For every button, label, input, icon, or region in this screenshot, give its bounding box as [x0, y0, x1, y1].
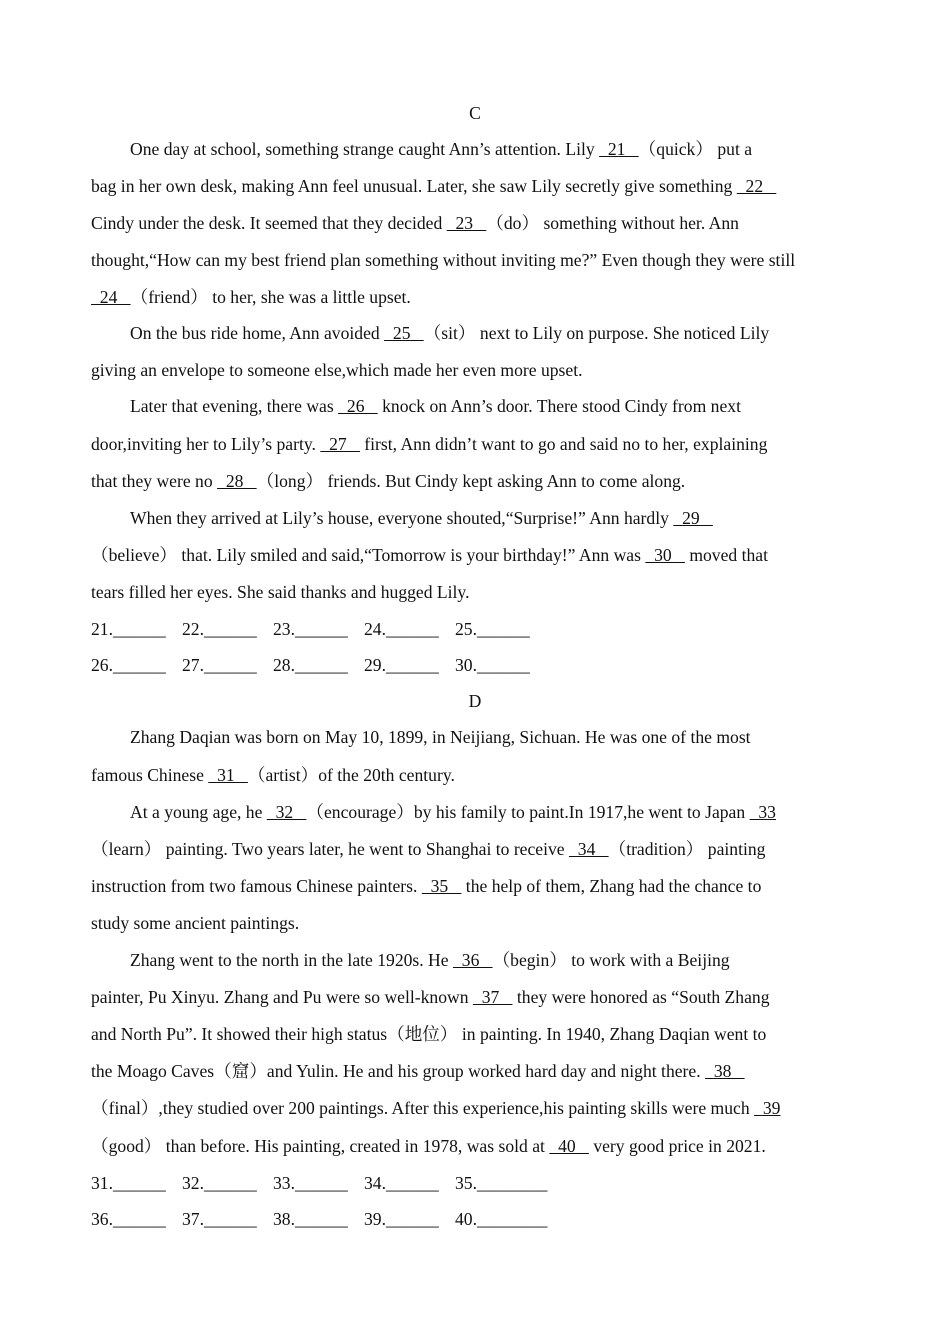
passage-d-line	[91, 1023, 861, 1045]
passage-d-line	[91, 1097, 861, 1119]
passage-d-line	[91, 1135, 861, 1157]
answer-slot: 34.______	[364, 1173, 439, 1193]
passage-text: （believe） that. Lily smiled and said,“Tomorrow is your birthday!” Ann was	[91, 545, 646, 565]
passage-text: famous Chinese	[91, 765, 209, 785]
passage-c-line	[91, 175, 861, 197]
passage-c-line	[91, 470, 861, 492]
answer-blank: 21	[599, 139, 639, 159]
passage-text: and North Pu”. It showed their high status（地位） in painting. In 1940, Zhang Daqian went to	[91, 1024, 767, 1044]
passage-text: （long） friends. But Cindy kept asking Ann to come along.	[256, 471, 686, 491]
answer-slot: 30.______	[455, 655, 530, 675]
answer-blank: 32	[266, 802, 307, 822]
answer-slot: 22.______	[182, 619, 257, 639]
passage-text: study some ancient paintings.	[91, 913, 300, 933]
answer-blank: 31	[208, 765, 248, 785]
passage-c-line	[91, 249, 861, 271]
passage-text: bag in her own desk, making Ann feel unusual. Later, she saw Lily secretly give something	[91, 176, 737, 196]
answer-blank: 22	[736, 176, 777, 196]
answer-slot: 35.________	[455, 1173, 548, 1193]
passage-c-line	[91, 286, 861, 308]
answer-row-c	[91, 618, 861, 640]
passage-text: （artist）of the 20th century.	[247, 765, 455, 785]
passage-text: knock on Ann’s door. There stood Cindy from next	[377, 396, 741, 416]
passage-text: instruction from two famous Chinese painters.	[91, 876, 422, 896]
answer-slot: 31.______	[91, 1173, 166, 1193]
passage-d-line	[91, 912, 861, 934]
passage-text: （encourage）by his family to paint.In 1917,he went to Japan	[306, 802, 750, 822]
answer-slot: 27.______	[182, 655, 257, 675]
passage-text: moved that	[684, 545, 768, 565]
passage-text: thought,“How can my best friend plan something without inviting me?” Even though they were still	[91, 250, 796, 270]
answer-slot: 40.________	[455, 1209, 548, 1229]
passage-d-line	[91, 986, 861, 1008]
passage-text: One day at school, something strange caught Ann’s attention. Lily	[130, 139, 600, 159]
passage-c-line	[91, 544, 861, 566]
answer-slot: 24.______	[364, 619, 439, 639]
passage-text: painter, Pu Xinyu. Zhang and Pu were so well-known	[91, 987, 473, 1007]
passage-c-line	[91, 507, 861, 529]
passage-c-line	[91, 359, 861, 381]
passage-text: Cindy under the desk. It seemed that they decided	[91, 213, 447, 233]
section-d-heading: D	[468, 691, 482, 711]
passage-c-line	[91, 395, 861, 417]
answer-slot: 32.______	[182, 1173, 257, 1193]
answer-slot: 29.______	[364, 655, 439, 675]
answer-slot: 37.______	[182, 1209, 257, 1229]
passage-d-line	[91, 764, 861, 786]
passage-text: （sit） next to Lily on purpose. She noticed Lily	[423, 323, 770, 343]
passage-text: At a young age, he	[130, 802, 267, 822]
passage-text: （good） than before. His painting, created in 1978, was sold at	[91, 1136, 550, 1156]
answer-slot: 33.______	[273, 1173, 348, 1193]
passage-text: （final）,they studied over 200 paintings. After this experience,his painting skills were much	[91, 1098, 755, 1118]
answer-blank: 38	[705, 1061, 745, 1081]
passage-text: the help of them, Zhang had the chance to	[461, 876, 762, 896]
passage-text: that they were no	[91, 471, 218, 491]
answer-blank: 37	[472, 987, 513, 1007]
answer-blank: 24	[91, 287, 131, 307]
passage-text: （quick） put a	[638, 139, 753, 159]
passage-text: （learn） painting. Two years later, he went to Shanghai to receive	[91, 839, 569, 859]
answer-slot: 38.______	[273, 1209, 348, 1229]
passage-text: （friend） to her, she was a little upset.	[130, 287, 411, 307]
passage-d-line	[91, 801, 861, 823]
passage-d-line	[91, 726, 861, 748]
answer-slot: 25.______	[455, 619, 530, 639]
answer-blank: 34	[569, 839, 609, 859]
passage-d-line	[91, 838, 861, 860]
answer-blank: 23	[446, 213, 487, 233]
passage-text: Zhang Daqian was born on May 10, 1899, in Neijiang, Sichuan. He was one of the most	[130, 727, 751, 747]
answer-slot: 26.______	[91, 655, 166, 675]
answer-slot: 21.______	[91, 619, 166, 639]
passage-text: first, Ann didn’t want to go and said no to her, explaining	[359, 434, 768, 454]
answer-slot: 23.______	[273, 619, 348, 639]
answer-blank: 35	[421, 876, 462, 896]
passage-c-line	[91, 322, 861, 344]
answer-row-d	[91, 1208, 861, 1230]
passage-text: door,inviting her to Lily’s party.	[91, 434, 321, 454]
passage-text: When they arrived at Lily’s house, everyone shouted,“Surprise!” Ann hardly	[130, 508, 674, 528]
answer-blank: 28	[217, 471, 257, 491]
passage-text: they were honored as “South Zhang	[512, 987, 770, 1007]
answer-blank: 29	[673, 508, 713, 528]
passage-c-line	[91, 138, 861, 160]
passage-c-line	[91, 581, 861, 603]
passage-text: （begin） to work with a Beijing	[492, 950, 730, 970]
passage-text: （do） something without her. Ann	[486, 213, 739, 233]
answer-slot: 39.______	[364, 1209, 439, 1229]
passage-text: the Moago Caves（窟）and Yulin. He and his group worked hard day and night there.	[91, 1061, 706, 1081]
answer-slot: 28.______	[273, 655, 348, 675]
answer-slot: 36.______	[91, 1209, 166, 1229]
passage-text: tears filled her eyes. She said thanks and hugged Lily.	[91, 582, 470, 602]
passage-c-line	[91, 433, 861, 455]
passage-d-line	[91, 1060, 861, 1082]
passage-text: On the bus ride home, Ann avoided	[130, 323, 385, 343]
passage-text: Later that evening, there was	[130, 396, 339, 416]
answer-blank: 33	[749, 802, 776, 822]
section-c-heading: C	[469, 103, 481, 123]
answer-blank: 25	[384, 323, 424, 343]
answer-blank: 30	[645, 545, 685, 565]
passage-text: very good price in 2021.	[588, 1136, 766, 1156]
passage-c-line	[91, 212, 861, 234]
passage-text: Zhang went to the north in the late 1920s. He	[130, 950, 453, 970]
answer-row-c	[91, 654, 861, 676]
answer-blank: 26	[338, 396, 378, 416]
passage-d-line	[91, 875, 861, 897]
answer-blank: 40	[549, 1136, 589, 1156]
answer-blank: 36	[452, 950, 493, 970]
answer-row-d	[91, 1172, 861, 1194]
passage-text: （tradition） painting	[608, 839, 766, 859]
passage-text: giving an envelope to someone else,which made her even more upset.	[91, 360, 583, 380]
answer-blank: 39	[754, 1098, 781, 1118]
answer-blank: 27	[320, 434, 360, 454]
passage-d-line	[91, 949, 861, 971]
